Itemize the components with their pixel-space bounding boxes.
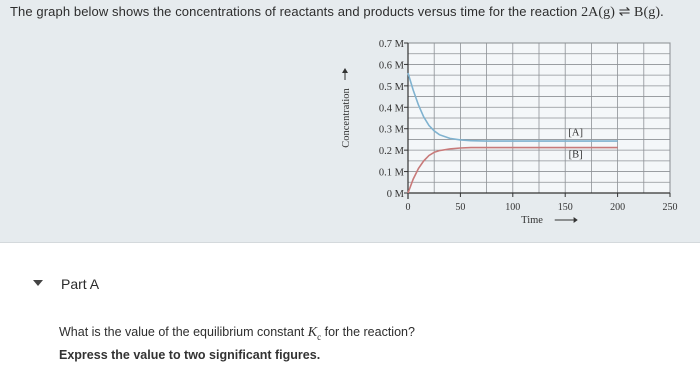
x-tick-label: 200 [610,202,626,213]
y-tick-label: 0 M [386,189,404,200]
x-tick-label: 50 [455,202,466,213]
collapse-caret-icon[interactable] [33,280,43,286]
prompt-start: What is the value of the equilibrium constant [59,325,305,339]
part-label[interactable]: Part A [61,276,100,292]
divider [0,242,700,243]
kc-subscript: c [317,331,322,342]
kc-symbol [308,325,321,340]
series-label-b: [B] [568,149,583,161]
kc-letter: K [307,325,318,340]
x-axis-label: Time [521,215,543,226]
question-prompt [59,325,415,342]
series-label-a: [A] [568,127,583,139]
x-tick-label: 150 [557,202,573,213]
x-tick-label: 250 [662,202,678,213]
y-tick-label: 0.6 M [378,60,404,72]
y-tick-label: 0.3 M [378,124,404,136]
part-a-header[interactable] [0,276,700,300]
x-tick-label: 0 [405,202,411,213]
y-axis-label: Concentration [341,88,352,148]
x-tick-label: 100 [505,202,521,213]
prompt-end: for the reaction? [324,325,415,339]
x-axis-arrowhead [574,217,578,223]
question-intro: The graph below shows the concentrations of reactants and products versus time for the reaction [10,4,578,19]
y-tick-label: 0.5 M [378,81,404,93]
y-tick-label: 0.7 M [378,39,404,50]
y-tick-label: 0.4 M [378,103,404,115]
y-tick-label: 0.1 M [378,167,404,179]
reaction-equation: 2A(g) ⇌ B(g). [581,5,664,20]
instruction-text: Express the value to two significant figures. [59,348,321,362]
y-axis-arrowhead [342,68,348,73]
y-tick-label: 0.2 M [378,146,404,158]
